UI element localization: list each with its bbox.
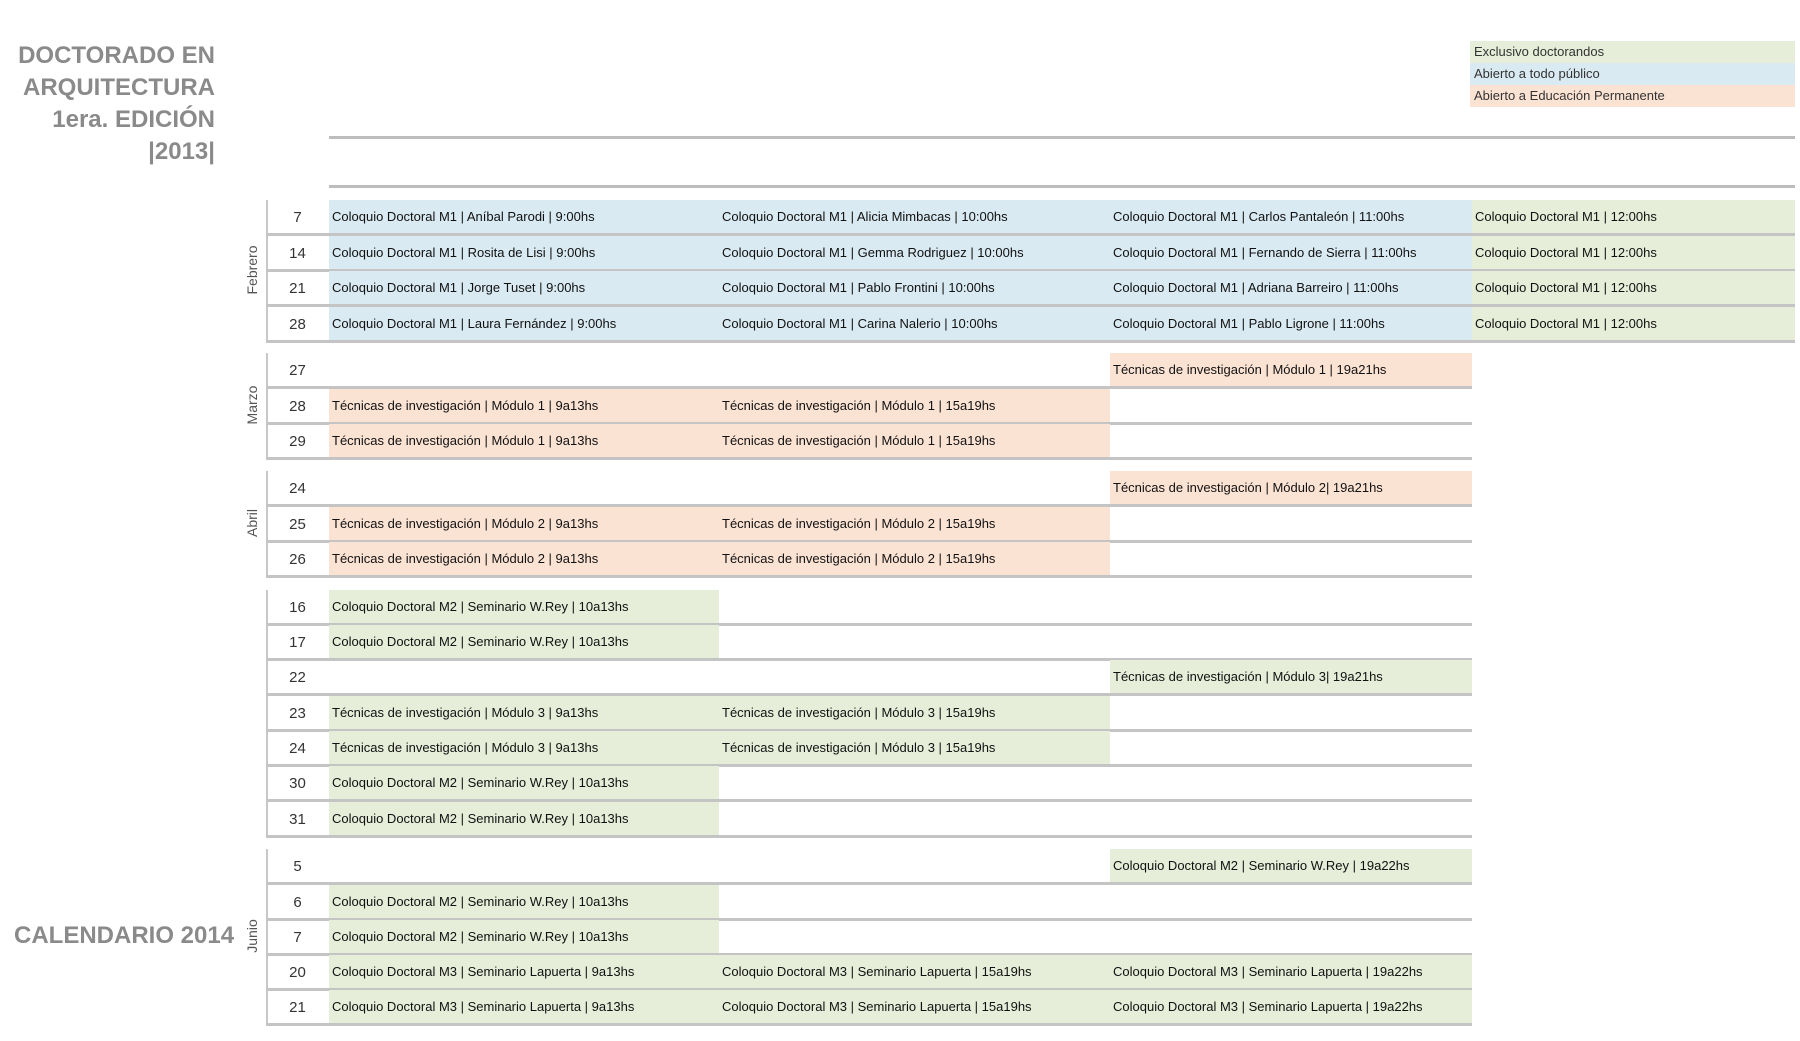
day-number: 21 xyxy=(289,280,306,297)
schedule-event: Técnicas de investigación | Módulo 1 | 9a13hs xyxy=(329,389,719,422)
schedule-event: Coloquio Doctoral M1 | Rosita de Lisi | 9:00hs xyxy=(329,236,719,269)
row-separator xyxy=(266,340,1795,343)
schedule-event: Coloquio Doctoral M1 | 12:00hs xyxy=(1472,200,1795,233)
calendar-label: CALENDARIO 2014 xyxy=(14,922,235,949)
schedule-event: Coloquio Doctoral M3 | Seminario Lapuerta | 15a19hs xyxy=(719,955,1110,988)
day-number: 22 xyxy=(289,669,306,686)
schedule-event: Técnicas de investigación | Módulo 3 | 15a19hs xyxy=(719,696,1110,729)
day-number: 28 xyxy=(289,316,306,333)
day-number: 24 xyxy=(289,480,306,497)
schedule-event: Técnicas de investigación | Módulo 1 | 15a19hs xyxy=(719,389,1110,422)
schedule-event: Coloquio Doctoral M1 | Laura Fernández | 9:00hs xyxy=(329,307,719,340)
day-number: 17 xyxy=(289,634,306,651)
day-number: 29 xyxy=(289,433,306,450)
schedule-event: Técnicas de investigación | Módulo 1 | 19a21hs xyxy=(1110,353,1472,386)
day-number: 25 xyxy=(289,516,306,533)
schedule-event: Coloquio Doctoral M2 | Seminario W.Rey | 10a13hs xyxy=(329,885,719,918)
schedule-event: Coloquio Doctoral M1 | Carina Nalerio | 10:00hs xyxy=(719,307,1110,340)
schedule-event: Coloquio Doctoral M2 | Seminario W.Rey | 10a13hs xyxy=(329,802,719,835)
title-line-2: ARQUITECTURA xyxy=(23,74,215,101)
schedule-event: Técnicas de investigación | Módulo 2 | 15a19hs xyxy=(719,542,1110,575)
day-number: 5 xyxy=(293,858,302,875)
schedule-event: Coloquio Doctoral M1 | Pablo Ligrone | 11:00hs xyxy=(1110,307,1472,340)
day-number: 14 xyxy=(289,245,306,262)
month-label-junio: Junio xyxy=(244,918,260,953)
legend xyxy=(1470,41,1795,107)
schedule-event: Coloquio Doctoral M1 | 12:00hs xyxy=(1472,271,1795,304)
day-number: 28 xyxy=(289,398,306,415)
day-number: 16 xyxy=(289,599,306,616)
legend-item-educacion: Abierto a Educación Permanente xyxy=(1470,85,1795,107)
schedule-event: Técnicas de investigación | Módulo 2 | 9a13hs xyxy=(329,542,719,575)
month-bar xyxy=(266,471,268,578)
row-separator xyxy=(266,835,1472,838)
schedule-event: Coloquio Doctoral M1 | Alicia Mimbacas | 10:00hs xyxy=(719,200,1110,233)
schedule-event: Técnicas de investigación | Módulo 3| 19a21hs xyxy=(1110,660,1472,693)
day-number: 7 xyxy=(293,929,302,946)
schedule-event: Coloquio Doctoral M2 | Seminario W.Rey | 10a13hs xyxy=(329,590,719,623)
day-number: 30 xyxy=(289,775,306,792)
schedule-event: Coloquio Doctoral M1 | Aníbal Parodi | 9:00hs xyxy=(329,200,719,233)
day-number: 31 xyxy=(289,811,306,828)
day-number: 20 xyxy=(289,964,306,981)
schedule-event: Técnicas de investigación | Módulo 2 | 15a19hs xyxy=(719,507,1110,540)
header-divider-bottom xyxy=(329,185,1795,188)
schedule-event: Coloquio Doctoral M3 | Seminario Lapuerta | 19a22hs xyxy=(1110,955,1472,988)
month-label-febrero: Febrero xyxy=(244,244,260,295)
schedule-event: Coloquio Doctoral M3 | Seminario Lapuerta | 15a19hs xyxy=(719,990,1110,1023)
title-line-3: 1era. EDICIÓN xyxy=(52,106,215,133)
schedule-event: Coloquio Doctoral M2 | Seminario W.Rey | 10a13hs xyxy=(329,920,719,953)
month-label-abril: Abril xyxy=(244,508,260,537)
row-separator xyxy=(266,1023,1472,1026)
schedule-event: Coloquio Doctoral M2 | Seminario W.Rey | 10a13hs xyxy=(329,766,719,799)
schedule-event: Coloquio Doctoral M1 | Adriana Barreiro | 11:00hs xyxy=(1110,271,1472,304)
schedule-event: Coloquio Doctoral M1 | 12:00hs xyxy=(1472,307,1795,340)
schedule-event: Coloquio Doctoral M1 | Gemma Rodriguez | 10:00hs xyxy=(719,236,1110,269)
day-number: 23 xyxy=(289,705,306,722)
schedule-event: Técnicas de investigación | Módulo 3 | 15a19hs xyxy=(719,731,1110,764)
day-number: 24 xyxy=(289,740,306,757)
program-title xyxy=(18,40,215,168)
row-separator xyxy=(266,575,1472,578)
schedule-event: Coloquio Doctoral M1 | Carlos Pantaleón | 11:00hs xyxy=(1110,200,1472,233)
schedule-event: Coloquio Doctoral M1 | Fernando de Sierra | 11:00hs xyxy=(1110,236,1472,269)
day-number: 7 xyxy=(293,209,302,226)
day-number: 6 xyxy=(293,894,302,911)
month-bar xyxy=(266,849,268,1026)
day-number: 26 xyxy=(289,551,306,568)
schedule-event: Coloquio Doctoral M1 | Pablo Frontini | 10:00hs xyxy=(719,271,1110,304)
schedule-event: Coloquio Doctoral M2 | Seminario W.Rey | 19a22hs xyxy=(1110,849,1472,882)
legend-item-doctorandos: Exclusivo doctorandos xyxy=(1470,41,1795,63)
title-line-1: DOCTORADO EN xyxy=(18,42,215,69)
schedule-event: Coloquio Doctoral M3 | Seminario Lapuerta | 9a13hs xyxy=(329,990,719,1023)
schedule-event: Técnicas de investigación | Módulo 3 | 9a13hs xyxy=(329,731,719,764)
title-line-4: |2013| xyxy=(148,138,215,165)
schedule-event: Técnicas de investigación | Módulo 2| 19a21hs xyxy=(1110,471,1472,504)
schedule-event: Técnicas de investigación | Módulo 1 | 15a19hs xyxy=(719,424,1110,457)
schedule-event: Técnicas de investigación | Módulo 1 | 9a13hs xyxy=(329,424,719,457)
day-number: 27 xyxy=(289,362,306,379)
schedule-event: Coloquio Doctoral M1 | Jorge Tuset | 9:00hs xyxy=(329,271,719,304)
row-separator xyxy=(266,457,1472,460)
month-bar xyxy=(266,353,268,460)
schedule-event: Coloquio Doctoral M3 | Seminario Lapuerta | 19a22hs xyxy=(1110,990,1472,1023)
legend-item-publico: Abierto a todo público xyxy=(1470,63,1795,85)
schedule-event: Coloquio Doctoral M3 | Seminario Lapuerta | 9a13hs xyxy=(329,955,719,988)
schedule-event: Coloquio Doctoral M2 | Seminario W.Rey | 10a13hs xyxy=(329,625,719,658)
header-divider-top xyxy=(329,136,1795,139)
schedule-event: Coloquio Doctoral M1 | 12:00hs xyxy=(1472,236,1795,269)
schedule-event: Técnicas de investigación | Módulo 3 | 9a13hs xyxy=(329,696,719,729)
schedule-event: Técnicas de investigación | Módulo 2 | 9a13hs xyxy=(329,507,719,540)
month-label-marzo: Marzo xyxy=(244,385,260,424)
day-number: 21 xyxy=(289,999,306,1016)
